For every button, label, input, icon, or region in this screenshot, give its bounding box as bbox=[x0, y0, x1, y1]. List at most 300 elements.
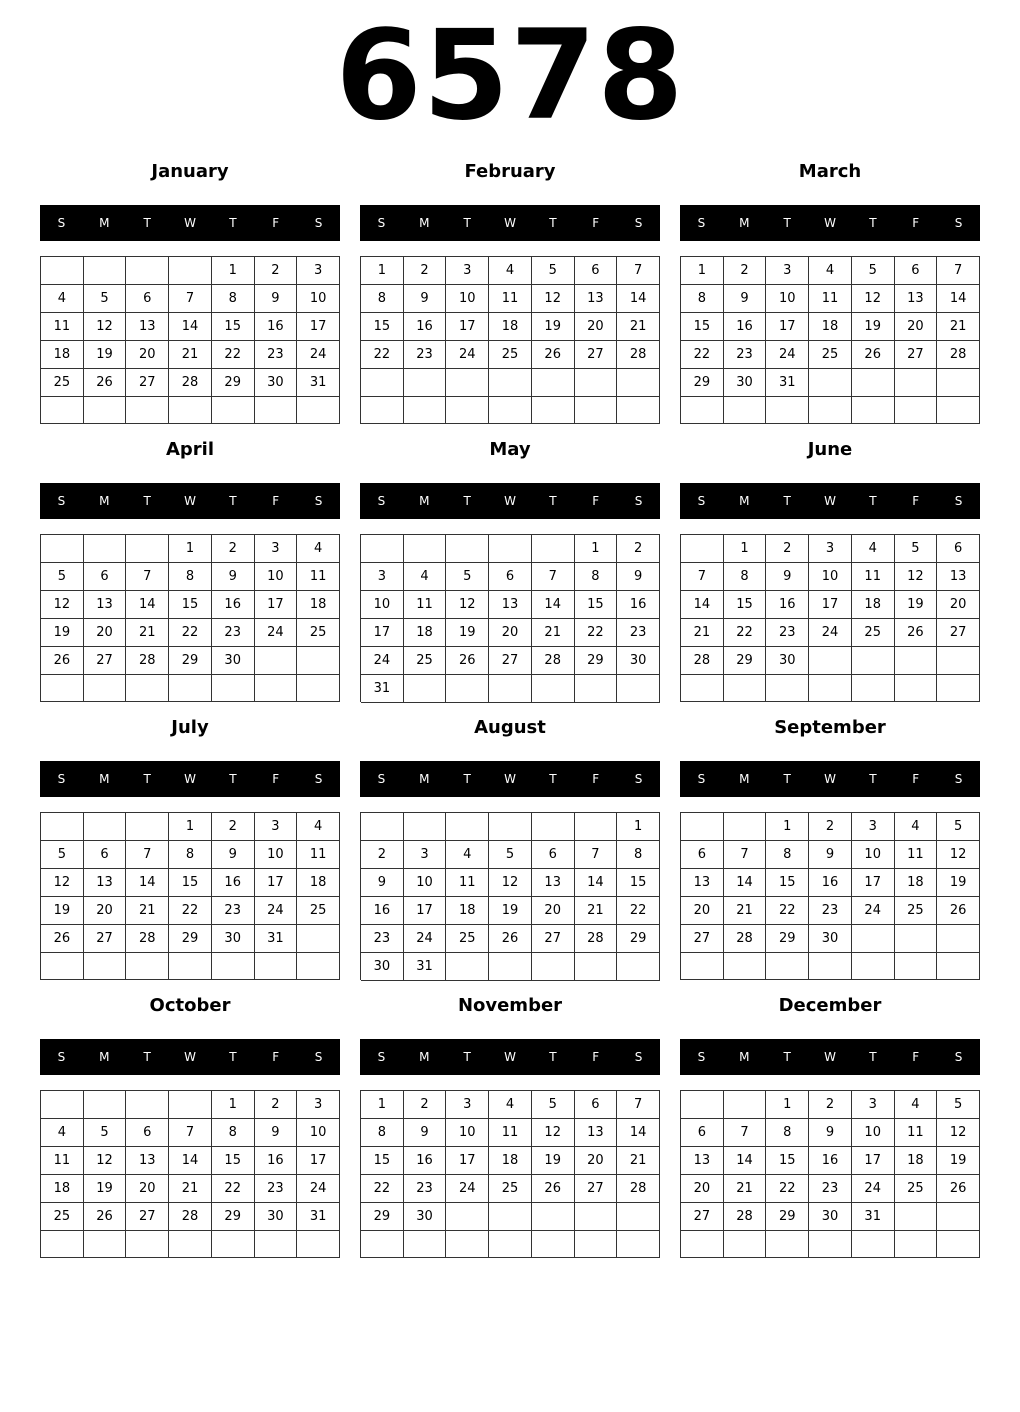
day-cell: 4 bbox=[297, 813, 340, 841]
weekday-label: T bbox=[869, 216, 877, 230]
day-cell: 1 bbox=[575, 535, 618, 563]
day-cell bbox=[532, 675, 575, 703]
month-title: July bbox=[171, 717, 209, 738]
day-cell: 2 bbox=[255, 257, 298, 285]
day-cell: 9 bbox=[212, 563, 255, 591]
day-cell: 26 bbox=[852, 341, 895, 369]
day-cell: 2 bbox=[724, 257, 767, 285]
weekday-label: F bbox=[912, 494, 920, 508]
day-cell: 20 bbox=[895, 313, 938, 341]
day-cell: 29 bbox=[361, 1203, 404, 1231]
day-cell: 24 bbox=[766, 341, 809, 369]
day-cell: 24 bbox=[255, 897, 298, 925]
month-title: June bbox=[807, 439, 853, 460]
weekday-label: F bbox=[592, 1050, 600, 1064]
day-cell: 17 bbox=[297, 313, 340, 341]
day-cell: 8 bbox=[766, 1119, 809, 1147]
month-february bbox=[360, 160, 660, 430]
day-cell: 26 bbox=[532, 341, 575, 369]
day-cell: 29 bbox=[724, 647, 767, 675]
day-cell: 5 bbox=[84, 285, 127, 313]
weekday-label: S bbox=[314, 216, 323, 230]
day-cell: 11 bbox=[489, 1119, 532, 1147]
day-cell: 21 bbox=[575, 897, 618, 925]
day-cell: 6 bbox=[681, 841, 724, 869]
day-cell: 11 bbox=[41, 313, 84, 341]
day-cell: 9 bbox=[212, 841, 255, 869]
day-cell: 24 bbox=[852, 1175, 895, 1203]
day-cell: 3 bbox=[809, 535, 852, 563]
day-cell bbox=[895, 647, 938, 675]
weekday-header bbox=[360, 483, 660, 519]
day-cell: 22 bbox=[212, 341, 255, 369]
day-cell bbox=[212, 675, 255, 702]
day-cell: 27 bbox=[681, 1203, 724, 1231]
day-cell: 2 bbox=[361, 841, 404, 869]
month-september bbox=[680, 716, 980, 986]
day-cell: 21 bbox=[126, 619, 169, 647]
day-cell: 30 bbox=[404, 1203, 447, 1231]
day-cell: 25 bbox=[809, 341, 852, 369]
day-cell: 23 bbox=[212, 619, 255, 647]
day-cell bbox=[404, 1231, 447, 1258]
weekday-label: T bbox=[463, 494, 471, 508]
day-cell: 3 bbox=[361, 563, 404, 591]
day-cell bbox=[126, 535, 169, 563]
day-cell: 10 bbox=[404, 869, 447, 897]
day-cell bbox=[84, 397, 127, 424]
day-cell: 20 bbox=[532, 897, 575, 925]
day-cell: 26 bbox=[937, 897, 980, 925]
day-cell: 23 bbox=[617, 619, 660, 647]
day-cell: 8 bbox=[169, 841, 212, 869]
day-cell bbox=[446, 369, 489, 397]
day-cell: 12 bbox=[41, 869, 84, 897]
day-cell bbox=[532, 535, 575, 563]
day-cell: 21 bbox=[532, 619, 575, 647]
weekday-header bbox=[680, 761, 980, 797]
day-cell: 16 bbox=[255, 1147, 298, 1175]
day-cell bbox=[852, 953, 895, 980]
weekday-label: T bbox=[463, 1050, 471, 1064]
day-cell: 11 bbox=[895, 841, 938, 869]
day-cell bbox=[169, 1091, 212, 1119]
day-cell: 8 bbox=[766, 841, 809, 869]
weekday-label: S bbox=[57, 494, 66, 508]
day-cell bbox=[361, 397, 404, 425]
day-grid bbox=[680, 812, 980, 980]
day-cell bbox=[575, 953, 618, 981]
day-cell bbox=[617, 1231, 660, 1258]
weekday-label: S bbox=[57, 216, 66, 230]
day-cell: 16 bbox=[617, 591, 660, 619]
day-cell: 6 bbox=[126, 285, 169, 313]
day-cell: 15 bbox=[617, 869, 660, 897]
day-cell: 17 bbox=[255, 869, 298, 897]
day-cell: 1 bbox=[617, 813, 660, 841]
weekday-label: T bbox=[869, 494, 877, 508]
day-cell bbox=[532, 953, 575, 981]
day-cell: 17 bbox=[852, 869, 895, 897]
day-cell bbox=[937, 397, 980, 424]
weekday-header bbox=[360, 205, 660, 241]
day-cell: 16 bbox=[809, 869, 852, 897]
day-cell: 11 bbox=[895, 1119, 938, 1147]
weekday-label: T bbox=[549, 216, 557, 230]
day-cell bbox=[852, 647, 895, 675]
day-cell: 12 bbox=[489, 869, 532, 897]
day-cell bbox=[575, 1203, 618, 1231]
day-cell: 20 bbox=[575, 1147, 618, 1175]
weekday-label: S bbox=[377, 216, 386, 230]
day-cell: 29 bbox=[681, 369, 724, 397]
day-cell bbox=[41, 257, 84, 285]
day-cell bbox=[84, 675, 127, 702]
day-cell bbox=[809, 397, 852, 424]
weekday-label: T bbox=[143, 772, 151, 786]
day-cell: 15 bbox=[681, 313, 724, 341]
day-cell bbox=[895, 397, 938, 424]
day-cell bbox=[895, 675, 938, 702]
day-cell: 17 bbox=[361, 619, 404, 647]
weekday-label: M bbox=[99, 494, 110, 508]
day-cell: 23 bbox=[212, 897, 255, 925]
day-cell: 21 bbox=[937, 313, 980, 341]
day-cell: 3 bbox=[852, 1091, 895, 1119]
day-cell: 22 bbox=[169, 897, 212, 925]
day-cell: 27 bbox=[126, 369, 169, 397]
day-grid bbox=[40, 256, 340, 424]
day-cell bbox=[255, 1231, 298, 1258]
day-cell: 19 bbox=[84, 341, 127, 369]
day-cell: 26 bbox=[937, 1175, 980, 1203]
day-cell bbox=[126, 953, 169, 980]
day-cell bbox=[361, 369, 404, 397]
day-cell: 10 bbox=[297, 285, 340, 313]
day-cell: 13 bbox=[681, 869, 724, 897]
month-title: April bbox=[165, 439, 215, 460]
day-cell: 18 bbox=[852, 591, 895, 619]
day-cell: 12 bbox=[895, 563, 938, 591]
day-cell: 12 bbox=[41, 591, 84, 619]
day-cell: 14 bbox=[169, 313, 212, 341]
day-cell: 2 bbox=[212, 535, 255, 563]
weekday-label: S bbox=[954, 772, 963, 786]
day-grid bbox=[40, 812, 340, 980]
day-cell: 3 bbox=[255, 535, 298, 563]
day-cell bbox=[489, 1231, 532, 1258]
day-cell: 30 bbox=[255, 369, 298, 397]
weekday-label: F bbox=[912, 216, 920, 230]
day-cell: 14 bbox=[681, 591, 724, 619]
day-cell: 3 bbox=[766, 257, 809, 285]
day-cell bbox=[489, 813, 532, 841]
day-cell bbox=[126, 813, 169, 841]
day-cell: 7 bbox=[169, 1119, 212, 1147]
day-cell bbox=[126, 675, 169, 702]
weekday-label: T bbox=[783, 494, 791, 508]
day-cell: 26 bbox=[84, 369, 127, 397]
day-cell bbox=[532, 397, 575, 425]
day-cell: 21 bbox=[169, 1175, 212, 1203]
day-cell: 13 bbox=[937, 563, 980, 591]
month-title: May bbox=[489, 439, 531, 460]
day-cell: 19 bbox=[895, 591, 938, 619]
day-cell: 5 bbox=[532, 257, 575, 285]
day-cell bbox=[297, 647, 340, 675]
day-cell: 25 bbox=[41, 369, 84, 397]
day-cell: 1 bbox=[169, 535, 212, 563]
day-cell bbox=[255, 397, 298, 424]
day-cell: 22 bbox=[766, 1175, 809, 1203]
day-cell: 24 bbox=[446, 1175, 489, 1203]
day-cell: 27 bbox=[575, 341, 618, 369]
day-cell: 8 bbox=[724, 563, 767, 591]
weekday-label: T bbox=[229, 1050, 237, 1064]
day-cell bbox=[766, 1231, 809, 1258]
day-cell: 12 bbox=[532, 1119, 575, 1147]
weekday-label: M bbox=[99, 772, 110, 786]
day-cell: 6 bbox=[489, 563, 532, 591]
day-cell bbox=[532, 1203, 575, 1231]
day-cell: 25 bbox=[489, 341, 532, 369]
day-grid bbox=[680, 534, 980, 702]
day-cell: 23 bbox=[809, 897, 852, 925]
month-title: September bbox=[774, 717, 886, 738]
day-cell bbox=[895, 953, 938, 980]
day-cell: 1 bbox=[724, 535, 767, 563]
day-cell: 2 bbox=[809, 813, 852, 841]
day-cell: 22 bbox=[169, 619, 212, 647]
weekday-label: S bbox=[377, 494, 386, 508]
day-cell: 21 bbox=[724, 897, 767, 925]
day-cell: 7 bbox=[937, 257, 980, 285]
day-cell: 27 bbox=[126, 1203, 169, 1231]
day-cell bbox=[404, 675, 447, 703]
day-cell: 3 bbox=[852, 813, 895, 841]
day-cell: 26 bbox=[489, 925, 532, 953]
day-cell: 29 bbox=[766, 1203, 809, 1231]
day-cell: 17 bbox=[446, 313, 489, 341]
day-cell: 19 bbox=[41, 897, 84, 925]
day-cell: 10 bbox=[766, 285, 809, 313]
day-cell: 13 bbox=[681, 1147, 724, 1175]
day-cell: 8 bbox=[212, 285, 255, 313]
day-cell: 23 bbox=[361, 925, 404, 953]
day-cell: 22 bbox=[724, 619, 767, 647]
month-title: March bbox=[798, 161, 862, 182]
day-cell: 10 bbox=[255, 563, 298, 591]
day-cell: 14 bbox=[532, 591, 575, 619]
day-cell bbox=[766, 953, 809, 980]
day-cell: 10 bbox=[446, 285, 489, 313]
month-november bbox=[360, 994, 660, 1264]
day-cell: 29 bbox=[575, 647, 618, 675]
day-cell: 20 bbox=[126, 1175, 169, 1203]
day-cell: 6 bbox=[532, 841, 575, 869]
day-cell: 19 bbox=[41, 619, 84, 647]
day-cell bbox=[532, 1231, 575, 1258]
day-cell: 21 bbox=[126, 897, 169, 925]
day-cell: 5 bbox=[937, 813, 980, 841]
day-cell: 5 bbox=[532, 1091, 575, 1119]
day-cell: 5 bbox=[41, 563, 84, 591]
day-cell: 14 bbox=[724, 1147, 767, 1175]
day-cell bbox=[297, 925, 340, 953]
day-cell: 18 bbox=[297, 591, 340, 619]
day-cell: 15 bbox=[766, 1147, 809, 1175]
day-cell bbox=[446, 813, 489, 841]
day-cell: 20 bbox=[126, 341, 169, 369]
day-cell: 10 bbox=[255, 841, 298, 869]
day-cell: 10 bbox=[446, 1119, 489, 1147]
day-cell: 17 bbox=[255, 591, 298, 619]
day-cell bbox=[575, 397, 618, 425]
weekday-label: M bbox=[739, 1050, 750, 1064]
day-cell: 3 bbox=[297, 257, 340, 285]
month-title: November bbox=[457, 995, 563, 1016]
day-cell bbox=[255, 953, 298, 980]
day-cell: 4 bbox=[41, 1119, 84, 1147]
day-cell: 28 bbox=[532, 647, 575, 675]
day-cell: 12 bbox=[852, 285, 895, 313]
day-cell bbox=[41, 397, 84, 424]
day-cell: 1 bbox=[681, 257, 724, 285]
day-cell: 20 bbox=[489, 619, 532, 647]
day-cell: 19 bbox=[937, 1147, 980, 1175]
day-cell: 23 bbox=[404, 341, 447, 369]
day-cell: 10 bbox=[361, 591, 404, 619]
day-cell: 16 bbox=[404, 313, 447, 341]
day-cell: 11 bbox=[297, 841, 340, 869]
day-cell bbox=[297, 397, 340, 424]
day-cell: 24 bbox=[446, 341, 489, 369]
day-cell: 12 bbox=[937, 841, 980, 869]
day-cell: 26 bbox=[895, 619, 938, 647]
day-cell: 20 bbox=[575, 313, 618, 341]
day-cell: 31 bbox=[361, 675, 404, 703]
day-cell: 17 bbox=[809, 591, 852, 619]
day-cell bbox=[84, 953, 127, 980]
weekday-label: M bbox=[419, 772, 430, 786]
day-cell: 30 bbox=[361, 953, 404, 981]
day-cell: 19 bbox=[937, 869, 980, 897]
day-cell bbox=[937, 1203, 980, 1231]
weekday-label: S bbox=[377, 1050, 386, 1064]
day-cell: 1 bbox=[361, 257, 404, 285]
day-cell: 13 bbox=[489, 591, 532, 619]
day-cell: 9 bbox=[255, 285, 298, 313]
day-cell: 4 bbox=[41, 285, 84, 313]
day-cell: 18 bbox=[41, 1175, 84, 1203]
day-cell: 29 bbox=[169, 647, 212, 675]
day-cell bbox=[84, 813, 127, 841]
day-cell: 13 bbox=[575, 285, 618, 313]
day-cell bbox=[169, 257, 212, 285]
day-cell: 15 bbox=[169, 869, 212, 897]
day-cell: 4 bbox=[852, 535, 895, 563]
day-cell bbox=[766, 675, 809, 702]
day-cell: 27 bbox=[84, 647, 127, 675]
day-cell: 13 bbox=[84, 869, 127, 897]
day-cell bbox=[169, 397, 212, 424]
day-cell: 26 bbox=[41, 925, 84, 953]
day-cell: 11 bbox=[404, 591, 447, 619]
day-cell bbox=[617, 675, 660, 703]
day-cell bbox=[212, 953, 255, 980]
day-cell: 20 bbox=[84, 619, 127, 647]
day-cell: 10 bbox=[852, 1119, 895, 1147]
weekday-label: S bbox=[634, 216, 643, 230]
day-cell: 23 bbox=[724, 341, 767, 369]
day-cell bbox=[575, 675, 618, 703]
weekday-header bbox=[360, 761, 660, 797]
weekday-label: T bbox=[229, 772, 237, 786]
day-cell: 14 bbox=[575, 869, 618, 897]
day-cell: 4 bbox=[489, 1091, 532, 1119]
day-cell bbox=[617, 397, 660, 425]
day-cell bbox=[489, 1203, 532, 1231]
day-cell: 30 bbox=[212, 925, 255, 953]
day-cell: 19 bbox=[852, 313, 895, 341]
weekday-label: F bbox=[272, 494, 280, 508]
day-cell: 12 bbox=[446, 591, 489, 619]
day-cell: 24 bbox=[361, 647, 404, 675]
day-cell bbox=[937, 647, 980, 675]
day-cell bbox=[126, 1231, 169, 1258]
weekday-label: F bbox=[272, 216, 280, 230]
day-cell bbox=[532, 813, 575, 841]
day-cell: 31 bbox=[255, 925, 298, 953]
day-cell bbox=[41, 1091, 84, 1119]
day-cell bbox=[404, 813, 447, 841]
day-cell: 16 bbox=[361, 897, 404, 925]
day-cell: 31 bbox=[766, 369, 809, 397]
day-cell bbox=[937, 1231, 980, 1258]
day-cell: 3 bbox=[297, 1091, 340, 1119]
day-cell: 5 bbox=[41, 841, 84, 869]
weekday-label: M bbox=[419, 494, 430, 508]
day-cell bbox=[724, 1231, 767, 1258]
weekday-label: T bbox=[549, 772, 557, 786]
month-title: January bbox=[151, 161, 229, 182]
day-cell bbox=[41, 675, 84, 702]
day-cell: 4 bbox=[297, 535, 340, 563]
day-cell: 16 bbox=[809, 1147, 852, 1175]
day-cell: 12 bbox=[937, 1119, 980, 1147]
day-cell: 17 bbox=[766, 313, 809, 341]
day-cell: 18 bbox=[446, 897, 489, 925]
day-cell: 29 bbox=[169, 925, 212, 953]
day-cell: 28 bbox=[169, 1203, 212, 1231]
day-cell: 26 bbox=[532, 1175, 575, 1203]
day-cell: 27 bbox=[532, 925, 575, 953]
day-cell: 17 bbox=[446, 1147, 489, 1175]
day-cell bbox=[724, 813, 767, 841]
weekday-label: S bbox=[697, 494, 706, 508]
day-cell: 2 bbox=[212, 813, 255, 841]
day-cell: 5 bbox=[446, 563, 489, 591]
day-grid bbox=[680, 1090, 980, 1258]
day-cell: 20 bbox=[937, 591, 980, 619]
day-cell: 22 bbox=[361, 1175, 404, 1203]
day-cell bbox=[169, 675, 212, 702]
day-cell: 28 bbox=[937, 341, 980, 369]
day-cell: 16 bbox=[212, 591, 255, 619]
day-cell: 30 bbox=[617, 647, 660, 675]
weekday-header bbox=[680, 1039, 980, 1075]
day-cell: 28 bbox=[169, 369, 212, 397]
